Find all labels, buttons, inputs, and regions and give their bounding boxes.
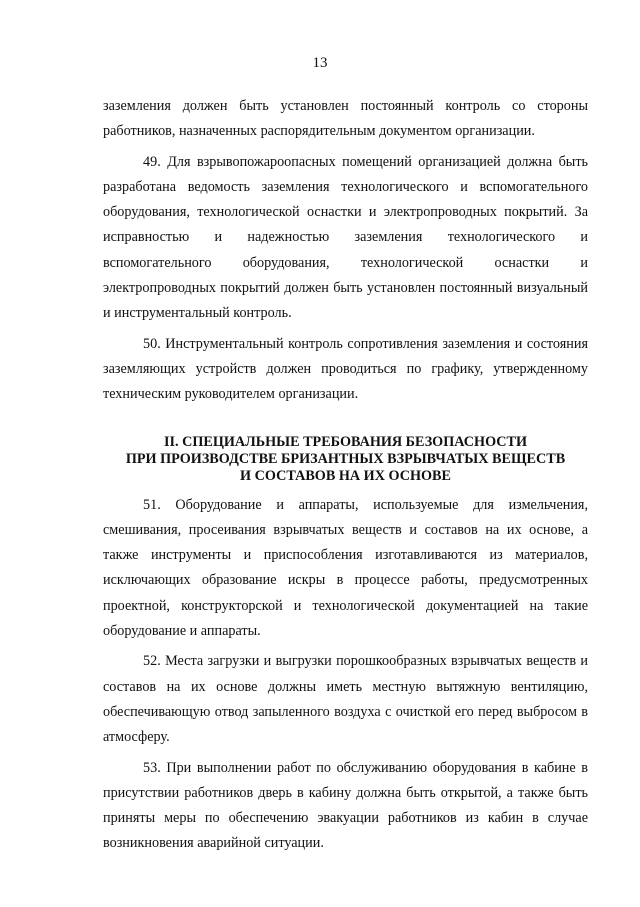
paragraph-51: 51. Оборудование и аппараты, используемые для измельчения, смешивания, просеивания взрывчатых веществ и составов на их основе, а также инструменты и приспособления изготавливаются из материалов, исключающих образование искры в процессе работы, предусмотренных проектной, конструкторской и технологической документацией на такие оборудование и аппараты.	[103, 496, 588, 640]
section-heading-line-2: ПРИ ПРОИЗВОДСТВЕ БРИЗАНТНЫХ ВЗРЫВЧАТЫХ ВЕЩЕСТВ	[125, 450, 566, 467]
paragraph-49: 49. Для взрывопожароопасных помещений организацией должна быть разработана ведомость заземления технологического и вспомогательного оборудования, технологической оснастки и электропроводных покрытий. За исправностью и надежностью заземления технологического и вспомогательного оборудования, технологической оснастки и электропроводных покрытий должен быть установлен постоянный визуальный и инструментальный контроль.	[103, 153, 588, 322]
page-number: 13	[312, 55, 328, 71]
paragraph-continuation: заземления должен быть установлен постоянный контроль со стороны работников, назначенных распорядительным документом организации.	[103, 98, 588, 140]
paragraph-50: 50. Инструментальный контроль сопротивления заземления и состояния заземляющих устройств должен проводиться по графику, утвержденному техническим руководителем организации.	[103, 335, 588, 403]
paragraph-52: 52. Места загрузки и выгрузки порошкообразных взрывчатых веществ и составов на их основе должны иметь местную вытяжную вентиляцию, обеспечивающую отвод запыленного воздуха с очисткой его перед выбросом в атмосферу.	[103, 653, 588, 746]
section-heading-line-3: И СОСТАВОВ НА ИХ ОСНОВЕ	[240, 467, 451, 484]
paragraph-53: 53. При выполнении работ по обслуживанию оборудования в кабине в присутствии работников дверь в кабину должна быть открытой, а также быть приняты меры по обеспечению эвакуации работников из кабин в случае возникновения аварийной ситуации.	[103, 759, 588, 852]
section-heading	[103, 434, 588, 485]
section-heading-line-1: II. СПЕЦИАЛЬНЫЕ ТРЕБОВАНИЯ БЕЗОПАСНОСТИ	[163, 433, 528, 450]
page-body	[103, 94, 588, 857]
